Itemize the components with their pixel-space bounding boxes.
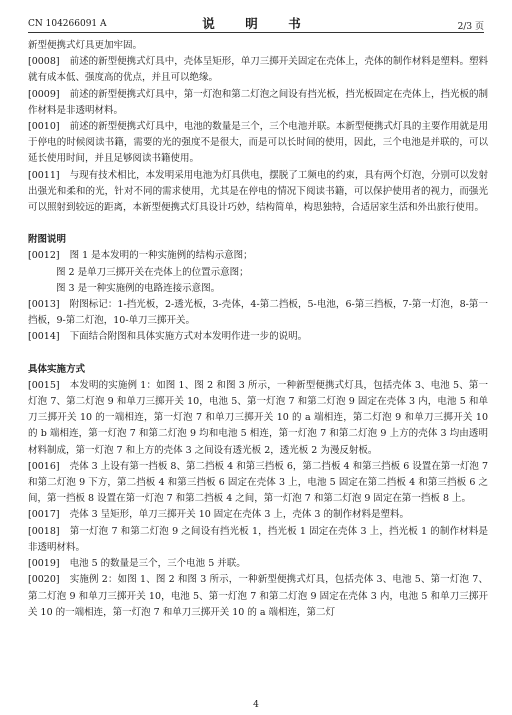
paragraph-0008 <box>28 54 488 86</box>
paragraph-number: [0008] <box>28 56 60 68</box>
paragraph-0010 <box>28 119 488 168</box>
figure-2-description: 图 2 是单刀三掷开关在壳体上的位置示意图； <box>56 266 249 278</box>
paragraph-text: 与现有技术相比，本发明采用电池为灯具供电，摆脱了工频电的约束，具有两个灯泡，分别可以发射出强光和柔和的光，针对不同的需求使用，尤其是在停电的情况下阅读书籍，可以保护使用者的视力，而强光可以照射到较远的距离，本新型便携式灯具设计巧妙，结构简单，构思独特，合适居家生活和外出旅行使用。 <box>28 169 488 214</box>
paragraph-text: 前述的新型便携式灯具中，电池的数量是三个，三个电池并联。本新型便携式灯具的主要作用就是用于停电的时候阅读书籍，需要的光的强度不是很大，而是可以长时间的使用，因此，三个电池是并联的，可以延长使用时间，并且足够阅读书籍使用。 <box>28 121 488 165</box>
paragraph-text: 电池 5 的数量是三个，三个电池 5 并联。 <box>69 558 246 570</box>
paragraph-0013 <box>28 297 488 329</box>
paragraph-text: 下面结合附图和具体实施方式对本发明作进一步的说明。 <box>69 331 308 343</box>
paragraph-number: [0009] <box>28 88 60 100</box>
page-header <box>28 14 484 33</box>
section-heading-figures: 附图说明 <box>28 234 67 246</box>
paragraph-text: 图 1 是本发明的一种实施例的结构示意图； <box>69 250 253 262</box>
paragraph-0015 <box>28 378 488 459</box>
page-number: 4 <box>253 700 259 710</box>
paragraph-0016 <box>28 459 488 508</box>
paragraph-number: [0014] <box>28 331 60 343</box>
paragraph-text: 前述的新型便携式灯具中，壳体呈矩形，单刀三掷开关固定在壳体上，壳体的制作材料是塑料。塑料就有成本低、强度高的优点，并且可以绝缘。 <box>28 56 488 84</box>
paragraph-0009 <box>28 87 488 119</box>
paragraph-number: [0017] <box>28 509 60 521</box>
paragraph-number: [0013] <box>28 299 60 311</box>
paragraph-text: 实施例 2：如图 1、图 2 和图 3 所示，一种新型便携式灯具，包括壳体 3、电池 5、第一灯泡 7、第二灯泡 9 和单刀三掷开关 10，电池 5、第一灯泡 7 和第二灯泡 9 固定在壳体 3 内，电池 5 和单刀三掷开关 10 的一端相连，第一灯泡 7 和单刀三掷开关 10 的 a 端相连，第二灯 <box>28 574 488 618</box>
figure-3-description: 图 3 是一种实施例的电路连接示意图。 <box>56 282 221 294</box>
paragraph-text: 前述的新型便携式灯具中，第一灯泡和第二灯泡之间设有挡光板，挡光板固定在壳体上，挡光板的制作材料是非透明材料。 <box>28 88 488 116</box>
paragraph-number: [0011] <box>28 169 60 181</box>
paragraph-number: [0020] <box>28 574 60 586</box>
paragraph-0020 <box>28 572 488 621</box>
paragraph-text: 本发明的实施例 1：如图 1、图 2 和图 3 所示，一种新型便携式灯具，包括壳体 3、电池 5、第一灯泡 7、第二灯泡 9 和单刀三掷开关 10，电池 5、第一灯泡 7 和第二灯泡 9 固定在壳体 3 内，电池 5 和单刀三掷开关 10 的一端相连，第一灯泡 7 和单刀三掷开关 10 的 a 端相连，第二灯泡 9 和单刀三掷开关 10 的 b 端相连，第一灯泡 7 和第二灯泡 9 均和电池 5 相连，第一灯泡 7 和第二灯泡 9 上方的壳体 3 均由透明材料制成，第一灯泡 7 和上方的壳体 3 之间设有透光板 2，透光板 2 为漫反射板。 <box>28 379 488 456</box>
paragraph-text: 第一灯泡 7 和第二灯泡 9 之间设有挡光板 1，挡光板 1 固定在壳体 3 上，挡光板 1 的制作材料是非透明材料。 <box>28 525 488 553</box>
paragraph-number: [0016] <box>28 460 60 472</box>
spacer <box>28 216 488 232</box>
document-body <box>28 38 488 621</box>
paragraph-number: [0010] <box>28 121 60 133</box>
paragraph-number: [0018] <box>28 525 60 537</box>
paragraph-text: 壳体 3 呈矩形，单刀三掷开关 10 固定在壳体 3 上，壳体 3 的制作材料是塑料。 <box>69 509 409 521</box>
paragraph-0014 <box>28 329 488 345</box>
paragraph-0019 <box>28 556 488 572</box>
paragraph-text: 壳体 3 上设有第一挡板 8、第二挡板 4 和第三挡板 6，第二挡板 4 和第三挡板 6 设置在第一灯泡 7 和第二灯泡 9 下方，第二挡板 4 和第三挡板 6 固定在壳体 3 上，电池 5 固定在第二挡板 4 和第三挡板 6 之间，第一挡板 8 设置在第一灯泡 7 和第二挡板 4 之间，第一灯泡 7 和第二灯泡 9 固定在第一挡板 8 上。 <box>28 460 488 505</box>
paragraph-0011 <box>28 168 488 217</box>
spacer <box>28 346 488 362</box>
paragraph-0012 <box>28 248 488 264</box>
paragraph-0017 <box>28 507 488 523</box>
document-title: 说 明 书 <box>202 16 310 31</box>
publication-number: CN 104266091 A <box>28 19 107 29</box>
paragraph-number: [0012] <box>28 250 60 262</box>
paragraph-text: 附图标记：1-挡光板，2-透光板，3-壳体，4-第二挡板，5-电池，6-第三挡板，7-第一灯泡，8-第一挡板，9-第二灯泡，10-单刀三掷开关。 <box>28 299 488 327</box>
paragraph-0018 <box>28 524 488 556</box>
paragraph-number: [0015] <box>28 379 60 391</box>
page-indicator: 2/3 页 <box>457 22 484 32</box>
section-heading-embodiments: 具体实施方式 <box>28 363 86 375</box>
paragraph-number: [0019] <box>28 558 60 570</box>
continued-text: 新型便携式灯具更加牢固。 <box>28 40 143 51</box>
